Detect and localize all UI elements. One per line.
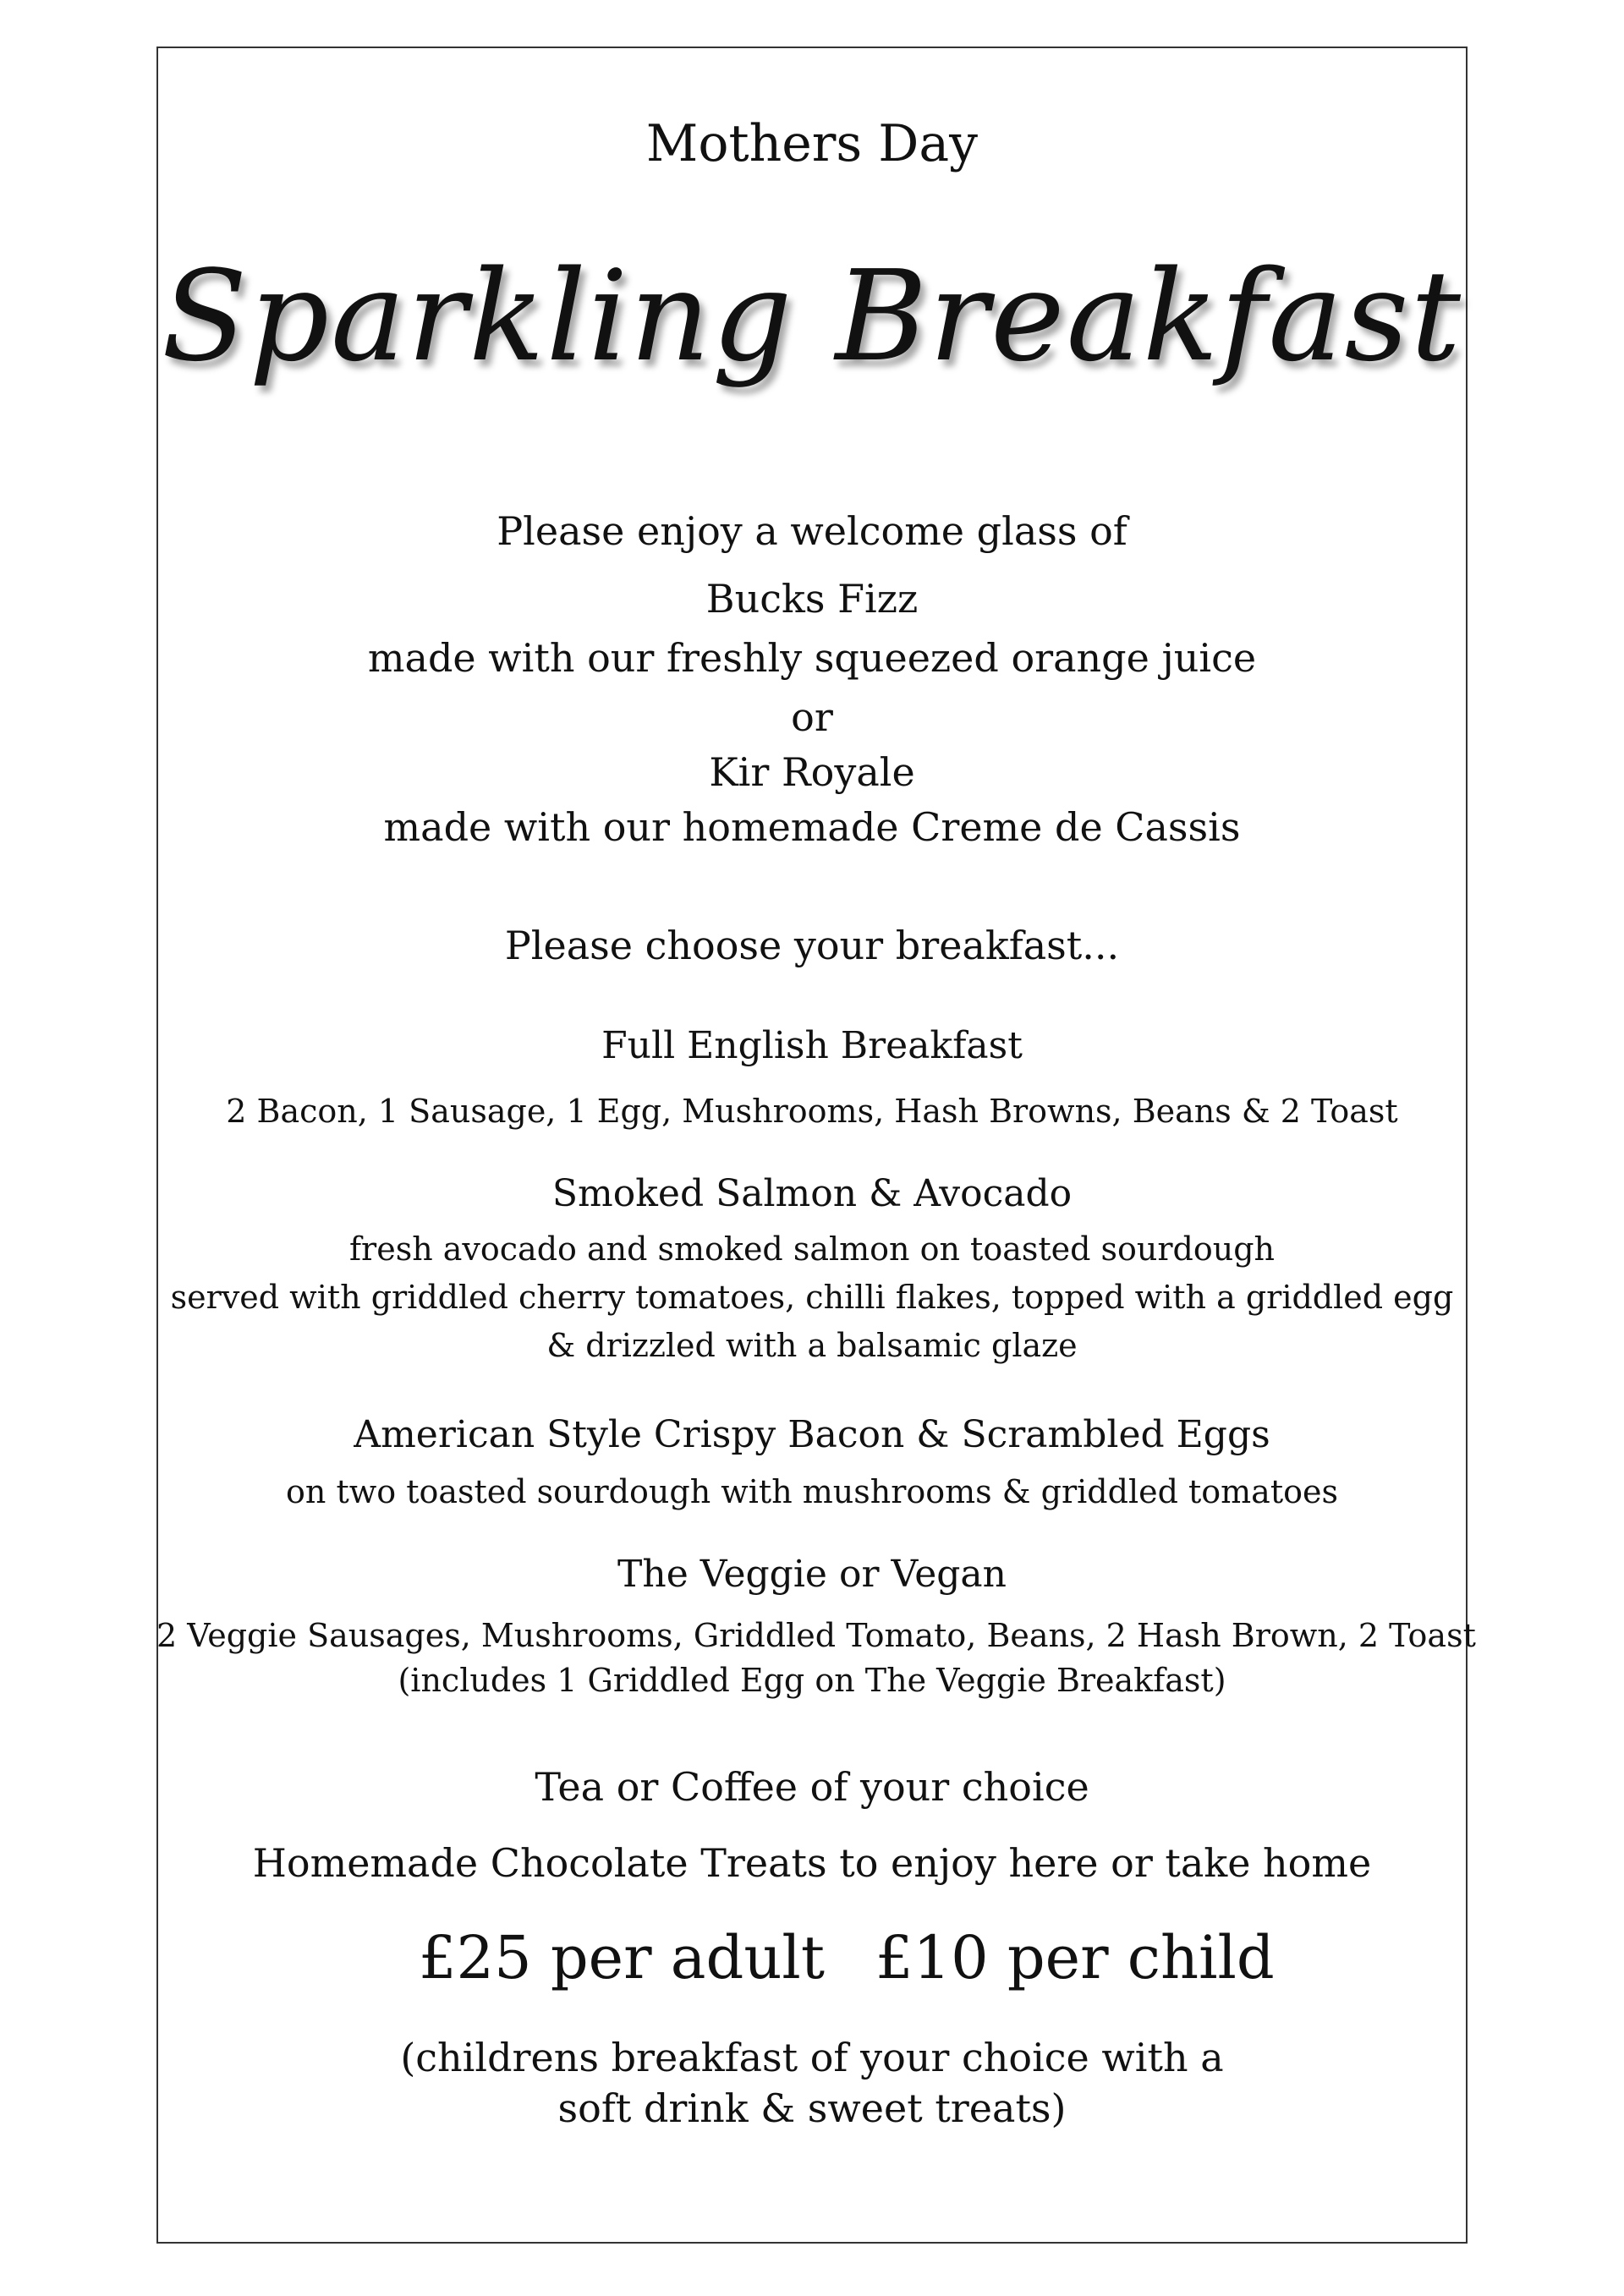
price-adult: £25 per adult — [419, 1923, 825, 1992]
childrens-note-line1: (childrens breakfast of your choice with a — [400, 2035, 1224, 2080]
menu-item-desc: served with griddled cherry tomatoes, chilli flakes, topped with a griddled egg — [170, 1279, 1454, 1316]
menu-item-title: Smoked Salmon & Avocado — [551, 1172, 1073, 1215]
drink-kir-royale: Kir Royale — [709, 749, 915, 795]
menu-item-desc: (includes 1 Griddled Egg on The Veggie Breakfast) — [398, 1662, 1226, 1699]
menu-eyebrow: Mothers Day — [645, 114, 979, 173]
price-child: £10 per child — [875, 1923, 1275, 1992]
drink-bucks-fizz: Bucks Fizz — [705, 576, 919, 622]
welcome-line: Please enjoy a welcome glass of — [497, 508, 1127, 554]
menu-item-desc: & drizzled with a balsamic glaze — [546, 1327, 1078, 1364]
menu-item-desc: 2 Veggie Sausages, Mushrooms, Griddled Tomato, Beans, 2 Hash Brown, 2 Toast — [156, 1617, 1476, 1654]
drink-kir-royale-desc: made with our homemade Creme de Cassis — [383, 804, 1241, 850]
menu-item-title: The Veggie or Vegan — [617, 1553, 1007, 1596]
choose-prompt: Please choose your breakfast... — [504, 923, 1120, 968]
childrens-note-line2: soft drink & sweet treats) — [557, 2085, 1067, 2131]
extras-drinks: Tea or Coffee of your choice — [535, 1764, 1089, 1810]
menu-item-title: American Style Crispy Bacon & Scrambled Eggs — [354, 1413, 1270, 1456]
drink-bucks-fizz-desc: made with our freshly squeezed orange juice — [367, 635, 1257, 681]
drink-or: or — [791, 694, 833, 740]
menu-item-desc: 2 Bacon, 1 Sausage, 1 Egg, Mushrooms, Hash Browns, Beans & 2 Toast — [226, 1093, 1398, 1130]
menu-item-desc: fresh avocado and smoked salmon on toasted sourdough — [348, 1230, 1276, 1268]
menu-title: Sparkling Breakfast — [161, 244, 1463, 389]
menu-item-title: Full English Breakfast — [601, 1024, 1023, 1067]
extras-treats: Homemade Chocolate Treats to enjoy here or take home — [252, 1840, 1372, 1886]
menu-item-desc: on two toasted sourdough with mushrooms & griddled tomatoes — [286, 1473, 1338, 1510]
